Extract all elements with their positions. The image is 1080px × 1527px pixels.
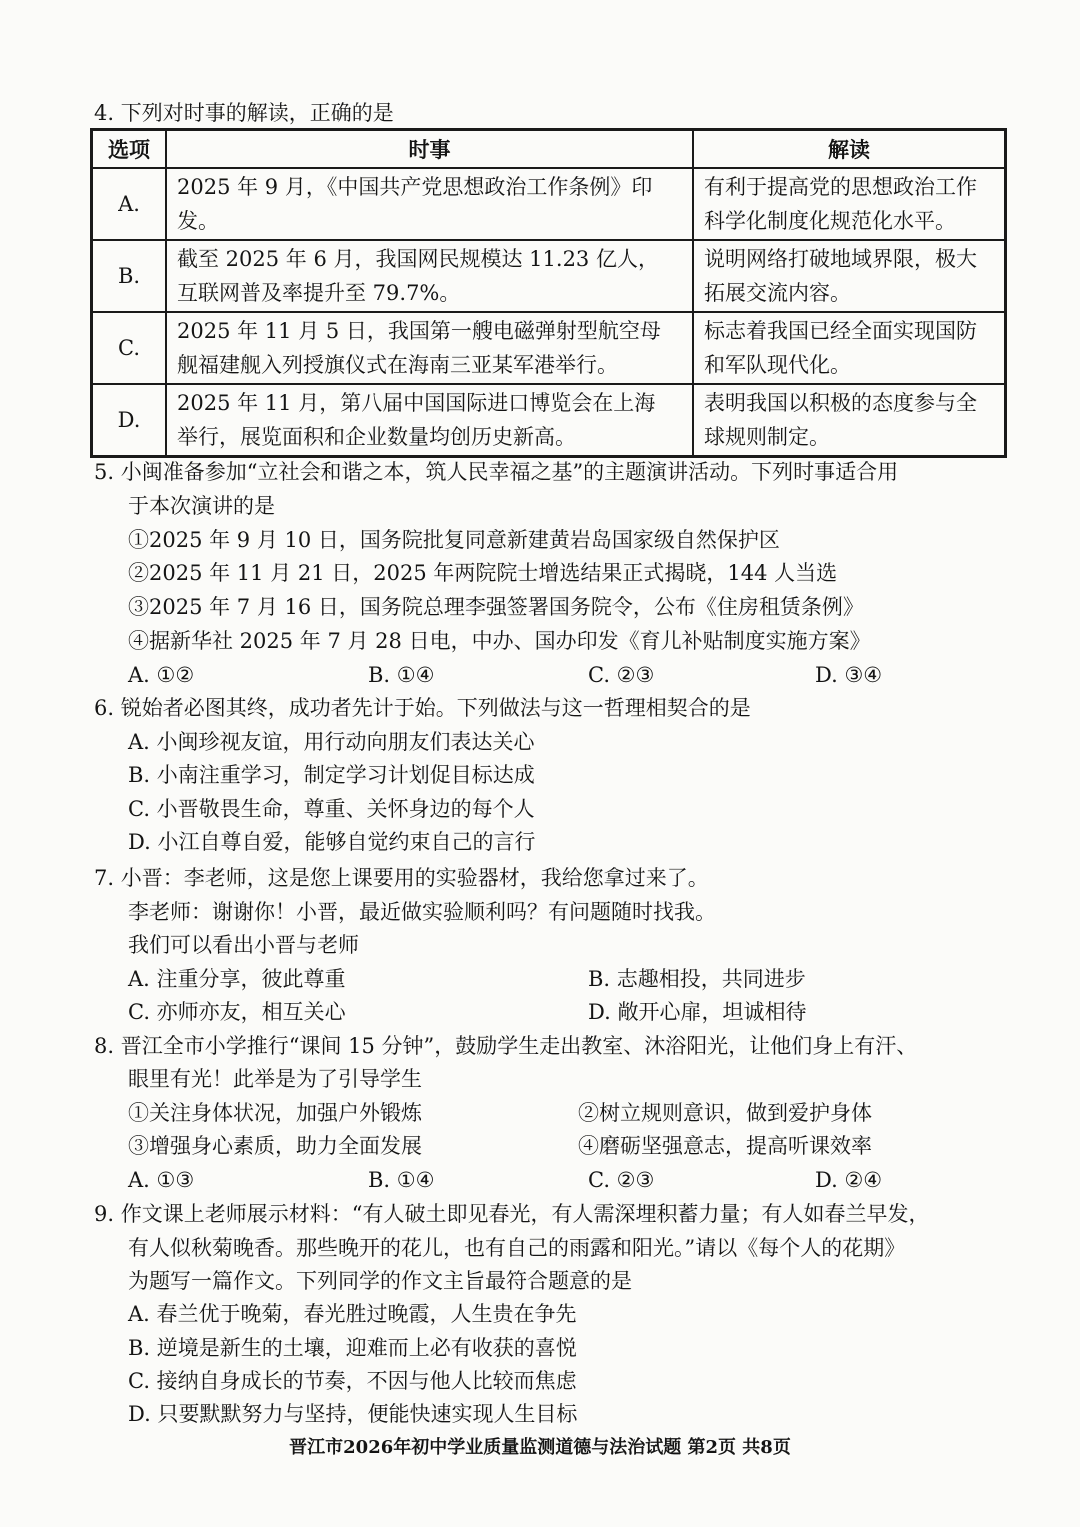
question-5-item: ②2025 年 11 月 21 日，2025 年两院院士增选结果正式揭晓，144 人当选 xyxy=(128,561,838,585)
question-5-stem: 5. 小闽准备参加“立社会和谐之本，筑人民幸福之基”的主题演讲活动。下列时事适合用 xyxy=(94,460,899,484)
question-8-stem: 眼里有光！此举是为了引导学生 xyxy=(128,1067,422,1091)
question-5-option-b[interactable]: B. ①④ xyxy=(368,663,435,687)
question-5-option-a[interactable]: A. ①② xyxy=(128,663,195,687)
question-7-dialogue: 李老师：谢谢你！小晋，最近做实验顺利吗？有问题随时找我。 xyxy=(128,900,716,924)
question-9-option-a[interactable]: A. 春兰优于晚菊，春光胜过晚霞，人生贵在争先 xyxy=(128,1302,577,1326)
question-8-item: ②树立规则意识，做到爱护身体 xyxy=(578,1101,872,1125)
question-7-option-c[interactable]: C. 亦师亦友，相互关心 xyxy=(128,1000,346,1024)
question-9-option-c[interactable]: C. 接纳自身成长的节奏，不因与他人比较而焦虑 xyxy=(128,1369,577,1393)
row-event: 截至 2025 年 6 月，我国网民规模达 11.23 亿人， 互联网普及率提升至 79.7%。 xyxy=(166,240,693,312)
question-8-option-d[interactable]: D. ②④ xyxy=(815,1168,883,1192)
question-7-option-a[interactable]: A. 注重分享，彼此尊重 xyxy=(128,967,346,991)
row-option: D. xyxy=(92,384,167,457)
question-6-option-c[interactable]: C. 小晋敬畏生命，尊重、关怀身边的每个人 xyxy=(128,797,535,821)
row-option: A. xyxy=(92,168,167,240)
question-8-option-c[interactable]: C. ②③ xyxy=(588,1168,655,1192)
question-6-stem: 6. 锐始者必图其终，成功者先计于始。下列做法与这一哲理相契合的是 xyxy=(94,696,751,720)
table-row xyxy=(92,240,1006,312)
question-9-option-d[interactable]: D. 只要默默努力与坚持，便能快速实现人生目标 xyxy=(128,1402,578,1426)
header-option: 选项 xyxy=(92,130,167,169)
question-6-option-d[interactable]: D. 小江自尊自爱，能够自觉约束自己的言行 xyxy=(128,830,536,854)
row-event: 2025 年 11 月 5 日，我国第一艘电磁弹射型航空母 舰福建舰入列授旗仪式在海南三亚某军港举行。 xyxy=(166,312,693,384)
question-7-option-d[interactable]: D. 敞开心扉，坦诚相待 xyxy=(588,1000,807,1024)
question-9-stem: 为题写一篇作文。下列同学的作文主旨最符合题意的是 xyxy=(128,1269,632,1293)
row-interpretation: 表明我国以积极的态度参与全 球规则制定。 xyxy=(693,384,1006,457)
page-footer: 晋江市2026年初中学业质量监测道德与法治试题 第2页 共8页 xyxy=(289,1437,791,1458)
row-interpretation: 标志着我国已经全面实现国防 和军队现代化。 xyxy=(693,312,1006,384)
header-interpretation: 解读 xyxy=(693,130,1006,169)
question-7-dialogue: 7. 小晋：李老师，这是您上课要用的实验器材，我给您拿过来了。 xyxy=(94,866,709,890)
question-8-item: ③增强身心素质，助力全面发展 xyxy=(128,1134,422,1158)
question-5-stem: 于本次演讲的是 xyxy=(128,494,275,518)
question-5-item: ④据新华社 2025 年 7 月 28 日电，中办、国办印发《育儿补贴制度实施方案》 xyxy=(128,629,871,653)
question-9-stem: 有人似秋菊晚香。那些晚开的花儿，也有自己的雨露和阳光。”请以《每个人的花期》 xyxy=(128,1236,906,1260)
table-row xyxy=(92,384,1006,457)
row-event: 2025 年 9 月，《中国共产党思想政治工作条例》印 发。 xyxy=(166,168,693,240)
question-8-item: ④磨砺坚强意志，提高听课效率 xyxy=(578,1134,872,1158)
question-9-stem: 9. 作文课上老师展示材料：“有人破土即见春光，有人需深埋积蓄力量；有人如春兰早发， xyxy=(94,1202,930,1226)
question-7-option-b[interactable]: B. 志趣相投，共同进步 xyxy=(588,967,806,991)
question-4-table xyxy=(90,128,1007,458)
question-8-option-b[interactable]: B. ①④ xyxy=(368,1168,435,1192)
question-5-option-c[interactable]: C. ②③ xyxy=(588,663,655,687)
question-7-stem: 我们可以看出小晋与老师 xyxy=(128,933,359,957)
question-8-item: ①关注身体状况，加强户外锻炼 xyxy=(128,1101,422,1125)
question-6-option-b[interactable]: B. 小南注重学习，制定学习计划促目标达成 xyxy=(128,763,535,787)
table-header-row xyxy=(92,130,1006,169)
header-event: 时事 xyxy=(166,130,693,169)
question-4-stem: 4. 下列对时事的解读，正确的是 xyxy=(94,101,394,125)
row-interpretation: 说明网络打破地域界限，极大 拓展交流内容。 xyxy=(693,240,1006,312)
question-5-item: ③2025 年 7 月 16 日，国务院总理李强签署国务院令，公布《住房租赁条例》 xyxy=(128,595,864,619)
question-5-item: ①2025 年 9 月 10 日，国务院批复同意新建黄岩岛国家级自然保护区 xyxy=(128,528,780,552)
row-option: C. xyxy=(92,312,167,384)
table-row xyxy=(92,312,1006,384)
row-interpretation: 有利于提高党的思想政治工作 科学化制度化规范化水平。 xyxy=(693,168,1006,240)
table-row xyxy=(92,168,1006,240)
row-option: B. xyxy=(92,240,167,312)
question-5-option-d[interactable]: D. ③④ xyxy=(815,663,883,687)
row-event: 2025 年 11 月，第八届中国国际进口博览会在上海 举行，展览面积和企业数量均创历史新高。 xyxy=(166,384,693,457)
question-9-option-b[interactable]: B. 逆境是新生的土壤，迎难而上必有收获的喜悦 xyxy=(128,1336,577,1360)
question-8-option-a[interactable]: A. ①③ xyxy=(128,1168,195,1192)
question-8-stem: 8. 晋江全市小学推行“课间 15 分钟”，鼓励学生走出教室、沐浴阳光，让他们身上有汗、 xyxy=(94,1034,918,1058)
question-6-option-a[interactable]: A. 小闽珍视友谊，用行动向朋友们表达关心 xyxy=(128,730,535,754)
